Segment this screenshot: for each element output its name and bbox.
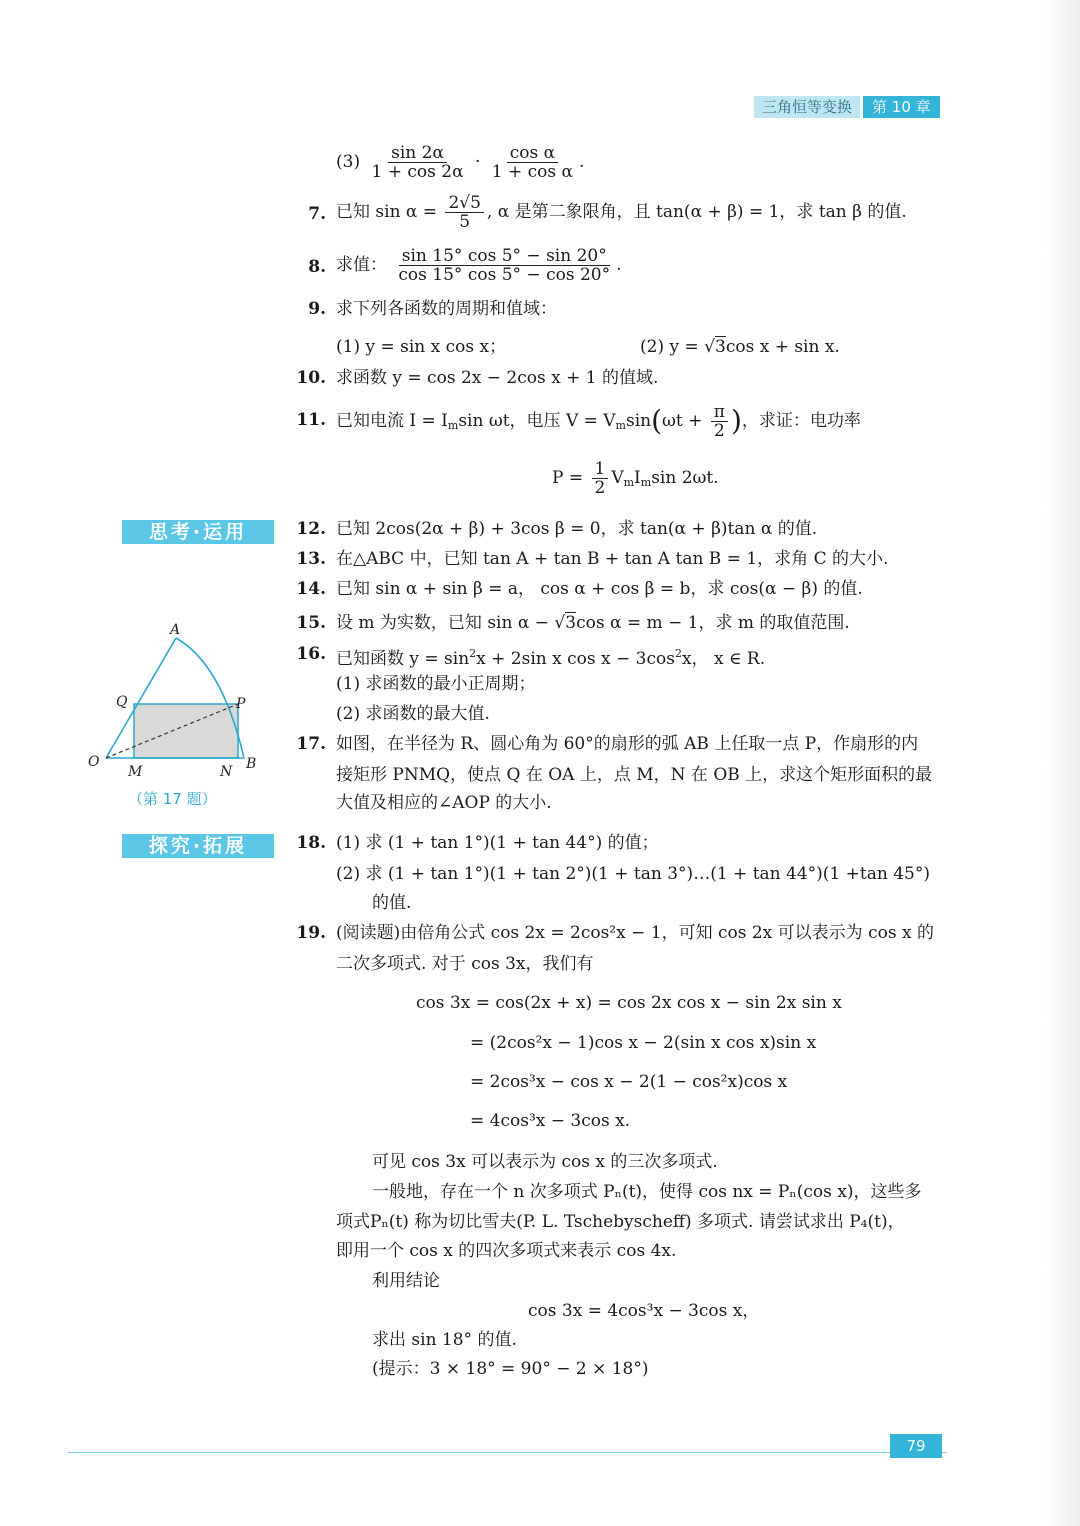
text: sin [625,411,652,431]
problem-19-line-5: 项式Pₙ(t) 称为切比雪夫(P. L. Tschebyscheff) 多项式. 请尝试求出 P₄(t)， [336,1212,905,1232]
denominator: 2 [594,478,606,498]
problem-9-part-2: (2) y = √3cos x + sin x. [640,337,840,357]
text: (2) y = [640,337,705,357]
problem-19-line-7: 利用结论 [372,1271,440,1291]
derivation-step-2: = (2cos²x − 1)cos x − 2(sin x cos x)sin x [470,1033,817,1053]
inscribed-rectangle [134,704,238,758]
section-badge-explore-extend: 探究·拓展 [122,834,274,858]
fraction [369,144,467,181]
part-label: (3) [336,152,361,172]
text: 已知 sin α = [336,202,438,222]
subscript: m [640,476,652,489]
subscript: m [623,476,635,489]
text: I [634,468,641,488]
derivation-step-4: = 4cos³x − 3cos x. [470,1111,631,1131]
label-Q: Q [116,694,128,710]
numerator: sin 15° cos 5° − sin 20° [399,247,610,266]
denominator: cos 15° cos 5° − cos 20° [398,265,611,285]
problem-14-number: 14. [296,579,326,599]
text: V [611,468,624,488]
problem-9-part-1: (1) y = sin x cos x； [336,337,507,357]
chapter-number: 第 10 章 [863,96,940,118]
text: sin ωt，电压 V = V [458,411,616,431]
numerator: 2√5 [445,194,483,213]
result-formula: cos 3x = 4cos³x − 3cos x， [528,1301,760,1321]
figure-caption: （第 17 题） [128,790,217,808]
radicand: 3 [565,613,577,633]
text: 求值： [336,255,387,275]
power-formula [552,460,719,497]
text: 已知函数 y = sin [336,649,470,669]
fraction [592,460,609,497]
numerator: π [711,403,728,422]
problem-9-text: 求下列各函数的周期和值域： [336,299,557,319]
period: . [616,255,622,275]
problem-13-number: 13. [296,549,326,569]
fraction [445,194,483,231]
problem-14-text: 已知 sin α + sin β = a， cos α + cos β = b，求 cos(α − β) 的值. [336,579,863,599]
fraction [711,403,728,440]
radicand: 3 [714,337,726,357]
problem-16-part-2: (2) 求函数的最大值. [336,704,490,724]
problem-17-line-3: 大值及相应的∠AOP 的大小. [336,793,552,813]
text: ，求证：电功率 [741,411,861,431]
denominator: 2 [713,421,725,441]
text: sin 2ωt. [651,468,719,488]
numerator: sin 2α [388,144,447,163]
problem-19-line-2: 二次多项式. 对于 cos 3x，我们有 [336,954,594,974]
problem-10-text: 求函数 y = cos 2x − 2cos x + 1 的值域. [336,368,659,388]
label-O: O [88,754,100,770]
label-P: P [236,696,246,712]
fraction [489,144,576,181]
text: 设 m 为实数，已知 sin α − [336,613,555,633]
text: ωt + [662,411,703,431]
problem-18-number: 18. [296,833,326,853]
section-badge-think-apply: 思考·运用 [122,520,274,544]
problem-19-line-4: 一般地，存在一个 n 次多项式 Pₙ(t)，使得 cos nx = Pₙ(cos x)，这些多 [372,1182,922,1202]
problem-8-text [336,247,622,284]
text: , α 是第二象限角，且 tan(α + β) = 1，求 tan β 的值. [486,202,907,222]
problem-18-part-1: (1) 求 (1 + tan 1°)(1 + tan 44°) 的值； [336,833,659,853]
footer-rule [68,1452,946,1453]
problem-19-line-1: (阅读题)由倍角公式 cos 2x = 2cos²x − 1，可知 cos 2x 可以表示为 cos x 的 [336,923,934,943]
problem-19-line-3: 可见 cos 3x 可以表示为 cos x 的三次多项式. [372,1152,718,1172]
problem-10-number: 10. [296,368,326,388]
problem-17-line-2: 接矩形 PNMQ，使点 Q 在 OA 上，点 M，N 在 OB 上，求这个矩形面积的最 [336,765,933,785]
dot-operator: · [474,152,481,172]
chapter-title: 三角恒等变换 [754,96,860,118]
label-B: B [246,756,257,772]
problem-12-text: 已知 2cos(2α + β) + 3cos β = 0，求 tan(α + β)tan α 的值. [336,519,818,539]
text: x + 2sin x cos x − 3cos [476,649,675,669]
problem-12-number: 12. [296,519,326,539]
text: x， x ∈ R. [681,649,766,669]
denominator: 1 + cos α [491,162,574,182]
denominator: 1 + cos 2α [371,162,464,182]
chapter-header [754,96,940,118]
problem-11-text: 已知电流 $I = I_m\sin$ ωt，电压 $V = V_m\sin(\omega t$ + $\frac{\pi}{2}$ )，求证：电功率 [336,402,861,441]
problem-15-number: 15. [296,613,326,633]
problem-18-part-2: (2) 求 (1 + tan 1°)(1 + tan 2°)(1 + tan 3°)…(1 + tan 44°)(1 +tan 45°) [336,864,930,884]
page-edge-shadow [1046,0,1080,1526]
label-N: N [220,764,233,780]
problem-11-number: 11. [296,410,326,430]
problem-19-hint: (提示：3 × 18° = 90° − 2 × 18°) [372,1359,649,1379]
problem-8-number: 8. [308,257,326,277]
text: cos α = m − 1，求 m 的取值范围. [576,613,850,633]
problem-6-part-3 [336,144,584,181]
superscript: 2 [469,647,477,660]
problem-7-number: 7. [308,204,326,224]
text: P = [552,468,589,488]
superscript: 2 [674,647,682,660]
subscript: m [615,419,626,432]
subscript: m [447,419,459,432]
numerator: 1 [592,460,609,479]
problem-18-part-2-end: 的值. [372,893,412,913]
denominator: 5 [459,212,471,232]
sector-rectangle-figure [86,618,276,784]
numerator: cos α [507,144,558,163]
problem-19-line-8: 求出 sin 18° 的值. [372,1330,517,1350]
problem-16-text [336,643,765,670]
derivation-step-1: cos 3x = cos(2x + x) = cos 2x cos x − sin 2x sin x [416,993,842,1013]
problem-19-line-6: 即用一个 cos x 的四次多项式来表示 cos 4x. [336,1241,677,1261]
problem-9-number: 9. [308,299,326,319]
fraction [395,247,613,284]
text: 已知电流 I = I [336,411,448,431]
problem-13-text: 在△ABC 中，已知 tan A + tan B + tan A tan B = 1，求角 C 的大小. [336,549,889,569]
problem-17-line-1: 如图，在半径为 R、圆心角为 60°的扇形的弧 AB 上任取一点 P，作扇形的内 [336,734,919,754]
problem-15-text: 设 m 为实数，已知 sin α − √3cos α = m − 1，求 m 的取值范围. [336,613,850,633]
label-M: M [128,764,143,780]
problem-17-number: 17. [296,734,326,754]
derivation-step-3: = 2cos³x − cos x − 2(1 − cos²x)cos x [470,1072,788,1092]
problem-7-text [336,194,907,231]
period: . [579,152,585,172]
text: cos x + sin x. [725,337,840,357]
label-A: A [170,622,181,638]
page-number: 79 [890,1434,942,1458]
problem-16-part-1: (1) 求函数的最小正周期； [336,674,536,694]
problem-19-number: 19. [296,923,326,943]
problem-16-number: 16. [296,644,326,664]
